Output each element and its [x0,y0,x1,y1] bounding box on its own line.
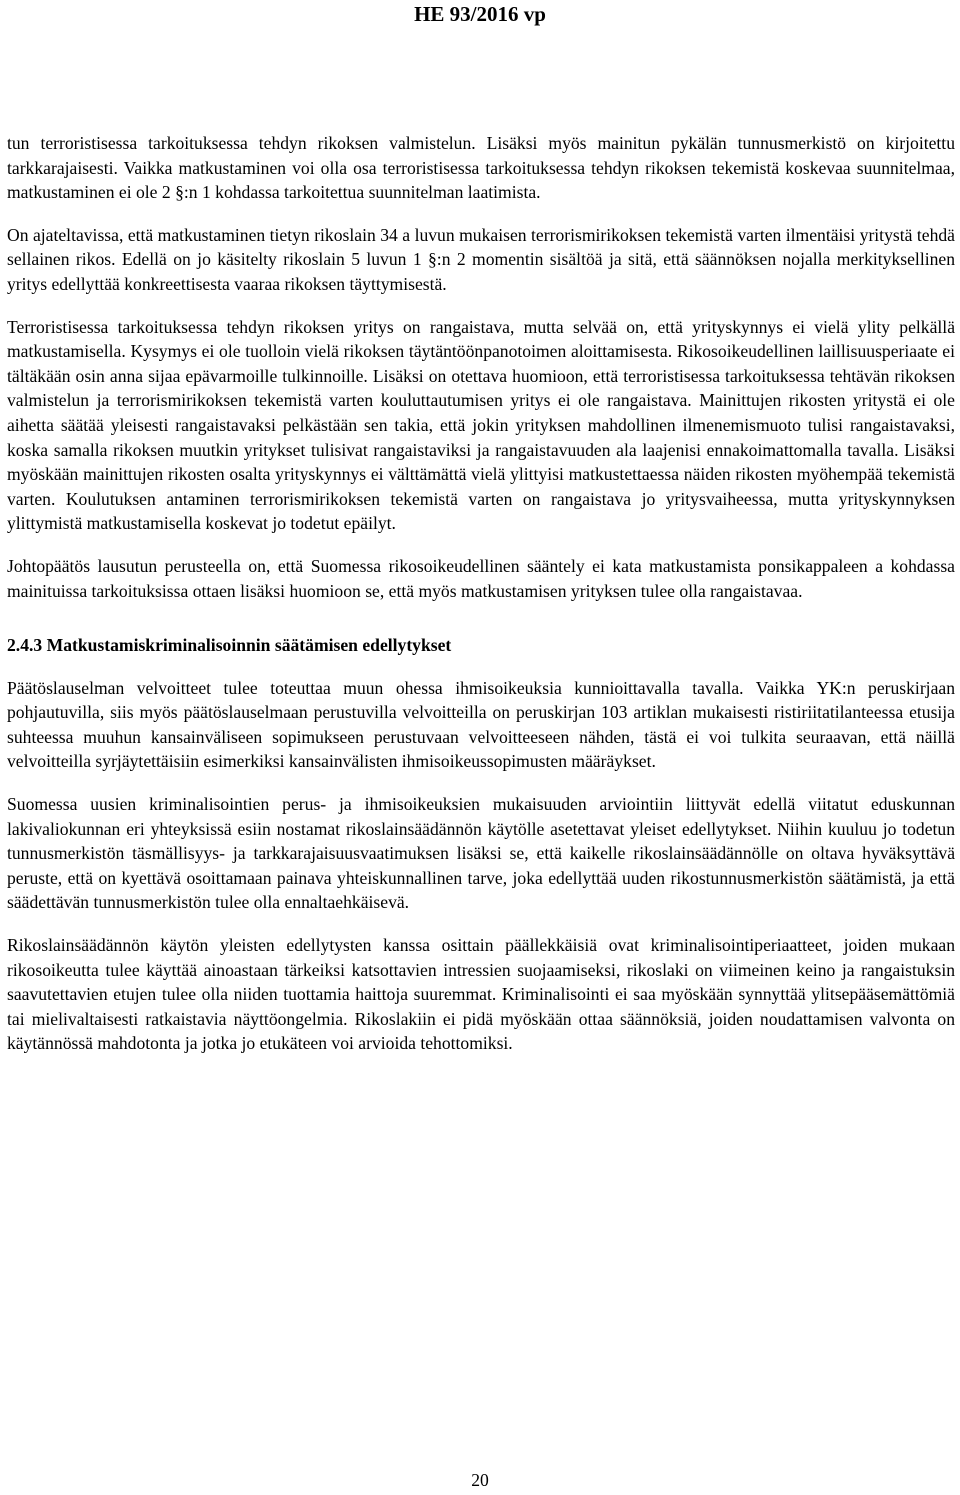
paragraph-6: Suomessa uusien kriminalisointien perus- ja ihmisoikeuksien mukaisuuden arviointiin liittyvät edellä viitatut eduskunnan lakivaliokunnan eri yhteyksissä esiin nostamat rikoslainsäädännön käytölle asetettavat yleiset edellytykset. Niihin kuuluu jo todetun tunnusmerkistön täsmällisyys- ja tarkkarajaisuusvaatimuksen lisäksi se, että kaikelle rikoslainsäädännölle on oltava hyväksyttävä peruste, että on kyettävä osoittamaan painava yhteiskunnallinen tarve, joka edellyttää uuden rikostunnusmerkistön säätämistä, ja että säädettävän tunnusmerkistön tulee olla ennaltaehkäisevä. [7,794,955,913]
page-number: 20 [471,1470,489,1490]
document-id-header: HE 93/2016 vp [414,2,546,26]
paragraph-2: On ajateltavissa, että matkustaminen tietyn rikoslain 34 a luvun mukaisen terrorismirikoksen tekemistä varten ilmentäisi yritystä tehdä sellainen rikos. Edellä on jo käsitelty rikoslain 5 luvun 1 §:n 2 momentin sisältöä ja sitä, että säännöksen nojalla merkityksellinen yritys edellyttää konkreettisesta vaaraa rikoksen täyttymisestä. [7,224,955,294]
paragraph-3: Terroristisessa tarkoituksessa tehdyn rikoksen yritys on rangaistava, mutta selvää on, että yrityskynnys ei vielä ylity pelkällä matkustamisella. Kysymys ei ole tuolloin vielä rikoksen täytäntöönpanotoimen aloittamisesta. Rikosoikeudellinen laillisuusperiaate ei tältäkään osin anna sijaa epävarmoille tulkinnoille. Lisäksi on otettava huomioon, että terroristisessa tarkoituksessa tehtävän rikoksen valmistelun ja terrorismirikoksen tekemistä varten kouluttautumisen yritys ei ole rangaistava. Mainittujen rikosten yritystä ei ole aihetta säätää yleisesti rangaistavaksi pelkästään sen takia, että jokin yrityksen mahdollinen ilmenemismuoto tulisi rangaistavaksi, koska samalla rikoksen muutkin yritykset tulisivat rangaistaviksi ja rangaistavuuden ala laajenisi ennakoimattomalla tavalla. Lisäksi myöskään mainittujen rikosten osalta yrityskynnys ei välttämättä vielä ylittyisi matkustettaessa näiden rikosten myöhempää tekemistä varten. Koulutuksen antaminen terrorismirikoksen tekemistä varten on rangaistava jo yritysvaiheessa, mutta yrityskynnyksen ylittymistä matkustamisella koskevat jo todetut epäilyt. [7,316,955,534]
paragraph-5: Päätöslauselman velvoitteet tulee toteuttaa muun ohessa ihmisoikeuksia kunnioittavalla tavalla. Vaikka YK:n peruskirjaan pohjautuvilla, siis myös päätöslauselmaan perustuvilla velvoitteilla on peruskirjan 103 artiklan mukaisesti ristiriitatilanteessa etusija suhteessa muuhun kansainväliseen sopimukseen perustuvaan velvoitteeseen nähden, tästä ei voi tulkita seuraavan, että näillä velvoitteilla syrjäytettäisiin esimerkiksi kansainvälisten ihmisoikeussopimusten määräykset. [7,677,955,772]
document-body [7,131,955,1074]
paragraph-7: Rikoslainsäädännön käytön yleisten edellytysten kanssa osittain päällekkäisiä ovat kriminalisointiperiaatteet, joiden mukaan rikosoikeutta tulee käyttää ainoastaan tärkeiksi katsottavien intressien suojaamiseksi, rikoslaki on viimeinen keino ja rangaistuksin saavutettavien etujen tulee olla niiden tuottamia haittoja suuremmat. Kriminalisointi ei saa myöskään synnyttää ylitsepääsemättömiä tai mielivaltaisesti ratkaistavia näyttöongelmia. Rikoslakiin ei pidä myöskään ottaa säännöksiä, joiden noudattamisen valvonta on käytännössä mahdotonta ja jotka jo etukäteen voi arvioida tehottomiksi. [7,935,955,1054]
section-heading: 2.4.3 Matkustamiskriminalisoinnin säätämisen edellytykset [7,635,452,656]
paragraph-1: tun terroristisessa tarkoituksessa tehdyn rikoksen valmistelun. Lisäksi myös mainitun pykälän tunnusmerkistö on kirjoitettu tarkkarajaisesti. Vaikka matkustaminen voi olla osa terroristisessa tarkoituksessa tehdyn rikoksen tekemistä koskevaa suunnitelmaa, matkustaminen ei ole 2 §:n 1 kohdassa tarkoitettua suunnitelman laatimista. [7,133,955,203]
paragraph-4: Johtopäätös lausutun perusteella on, että Suomessa rikosoikeudellinen sääntely ei kata matkustamista ponsikappaleen a kohdassa mainituissa tarkoituksissa ottaen lisäksi huomioon se, että myös matkustamisen yrityksen tulee olla rangaistavaa. [7,555,955,601]
